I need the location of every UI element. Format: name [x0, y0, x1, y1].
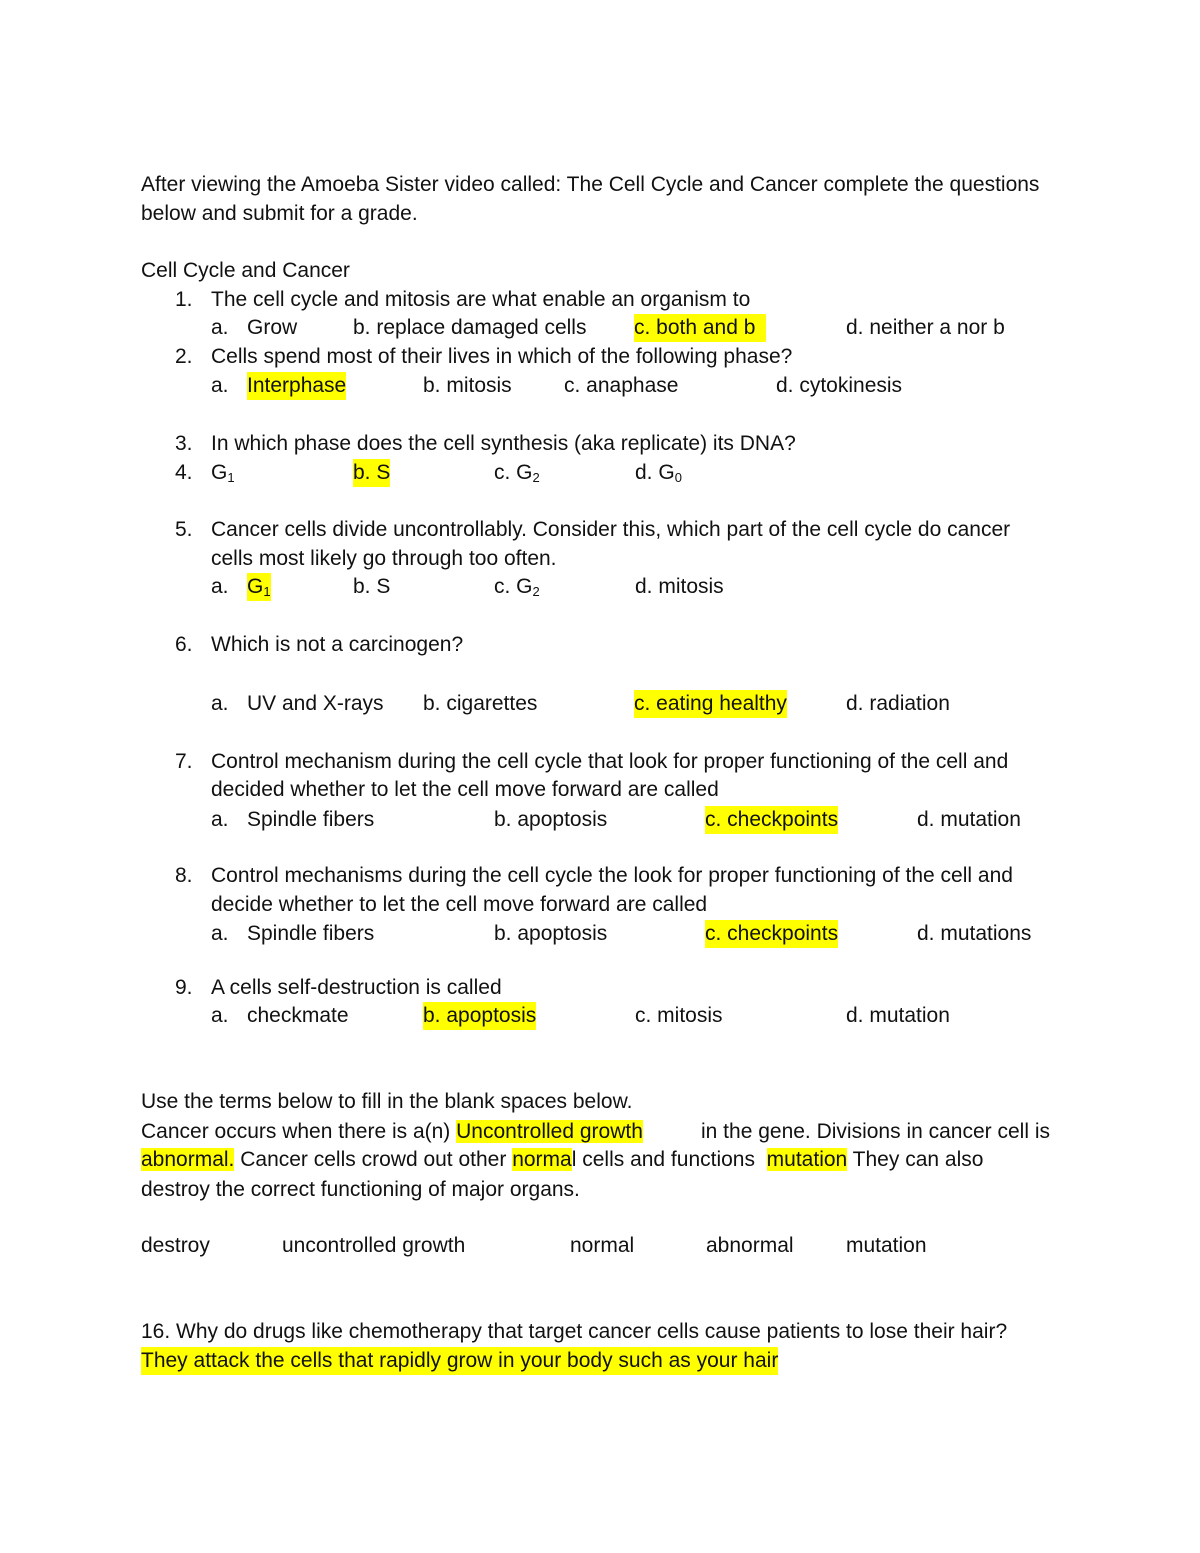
q4-option-d: d. $G_0$ [635, 461, 682, 485]
blank-answer-abnormal: abnormal. [141, 1148, 235, 1171]
q1-text: The cell cycle and mitosis are what enable an organism to [211, 288, 751, 311]
q5-option-d: d. mitosis [635, 575, 724, 598]
q9-number: 9. [175, 976, 193, 999]
q1-option-d: d. neither a nor b [846, 316, 1005, 339]
intro-line-2: below and submit for a grade. [141, 202, 418, 225]
q5-option-a-letter: a. [211, 575, 229, 598]
q8-number: 8. [175, 864, 193, 887]
q9-option-d: d. mutation [846, 1004, 950, 1027]
q9-option-a: checkmate [247, 1004, 349, 1027]
q5-option-b: b. S [353, 575, 391, 598]
q7-option-d: d. mutation [917, 808, 1021, 831]
q1-option-a: Grow [247, 316, 298, 339]
q8-option-c-answer: c. checkpoints [705, 920, 838, 948]
q1-option-c-answer: c. both and b [634, 314, 766, 342]
blank-answer-normal: norma [512, 1148, 572, 1171]
fill-blank-line-1-start: Cancer occurs when there is a(n) Uncontrolled growth [141, 1120, 643, 1143]
q6-number: 6. [175, 633, 193, 656]
q2-text: Cells spend most of their lives in which of the following phase? [211, 345, 793, 368]
q8-option-a: Spindle fibers [247, 922, 375, 945]
q2-option-a-letter: a. [211, 374, 229, 397]
q4-number: 4. [175, 461, 193, 484]
q9-text: A cells self-destruction is called [211, 976, 502, 999]
q4-option-a: $G_1$ [211, 461, 235, 485]
q6-text: Which is not a carcinogen? [211, 633, 464, 656]
q16-question: 16. Why do drugs like chemotherapy that target cancer cells cause patients to lose their hair? [141, 1320, 1008, 1343]
section-title: Cell Cycle and Cancer [141, 259, 350, 282]
q1-option-a-letter: a. [211, 316, 229, 339]
q6-option-a: UV and X-rays [247, 692, 384, 715]
q3-text: In which phase does the cell synthesis (aka replicate) its DNA? [211, 432, 796, 455]
q9-option-a-letter: a. [211, 1004, 229, 1027]
term-normal: normal [570, 1234, 635, 1257]
q8-option-d: d. mutations [917, 922, 1032, 945]
q6-option-a-letter: a. [211, 692, 229, 715]
q7-text-line-2: decided whether to let the cell move forward are called [211, 778, 719, 801]
q6-option-d: d. radiation [846, 692, 950, 715]
term-uncontrolled-growth: uncontrolled growth [282, 1234, 466, 1257]
q6-option-c-answer: c. eating healthy [634, 690, 787, 718]
blank-answer-mutation: mutation [766, 1148, 848, 1171]
q1-option-b: b. replace damaged cells [353, 316, 587, 339]
q7-option-a: Spindle fibers [247, 808, 375, 831]
q2-number: 2. [175, 345, 193, 368]
term-mutation: mutation [846, 1234, 927, 1257]
q9-option-b-answer: b. apoptosis [423, 1002, 536, 1030]
q5-text-line-1: Cancer cells divide uncontrollably. Consider this, which part of the cell cycle do cancer [211, 518, 1011, 541]
blank-answer-uncontrolled-growth: Uncontrolled growth [456, 1120, 643, 1143]
q9-option-c: c. mitosis [635, 1004, 723, 1027]
q1-number: 1. [175, 288, 193, 311]
term-destroy: destroy [141, 1234, 210, 1257]
q6-option-b: b. cigarettes [423, 692, 538, 715]
q2-option-a-answer: Interphase [247, 372, 346, 400]
q4-option-b-answer: b. S [353, 459, 390, 487]
q5-option-a-answer: $G_1$ [247, 575, 271, 599]
q7-option-c-answer: c. checkpoints [705, 806, 838, 834]
term-abnormal: abnormal [706, 1234, 794, 1257]
q8-text-line-1: Control mechanisms during the cell cycle the look for proper functioning of the cell and [211, 864, 1013, 887]
intro-line-1: After viewing the Amoeba Sister video called: The Cell Cycle and Cancer complete the questions [141, 173, 1040, 196]
fill-blank-instruction: Use the terms below to fill in the blank spaces below. [141, 1090, 633, 1113]
q7-option-a-letter: a. [211, 808, 229, 831]
q4-option-c: c. $G_2$ [494, 461, 540, 485]
fill-blank-line-3: destroy the correct functioning of major organs. [141, 1178, 580, 1201]
q7-option-b: b. apoptosis [494, 808, 608, 831]
q7-text-line-1: Control mechanism during the cell cycle that look for proper functioning of the cell and [211, 750, 1009, 773]
q8-text-line-2: decide whether to let the cell move forward are called [211, 893, 708, 916]
q5-option-c: c. $G_2$ [494, 575, 540, 599]
q2-option-d: d. cytokinesis [776, 374, 903, 397]
fill-blank-line-1-end: in the gene. Divisions in cancer cell is [701, 1120, 1051, 1143]
q16-answer: They attack the cells that rapidly grow in your body such as your hair [141, 1347, 778, 1375]
q5-number: 5. [175, 518, 193, 541]
q8-option-a-letter: a. [211, 922, 229, 945]
q5-text-line-2: cells most likely go through too often. [211, 547, 557, 570]
q2-option-c: c. anaphase [564, 374, 679, 397]
q7-number: 7. [175, 750, 193, 773]
q8-option-b: b. apoptosis [494, 922, 608, 945]
q2-option-b: b. mitosis [423, 374, 512, 397]
fill-blank-line-2: abnormal. Cancer cells crowd out other normal cells and functions mutation They can also [141, 1148, 984, 1171]
q3-number: 3. [175, 432, 193, 455]
